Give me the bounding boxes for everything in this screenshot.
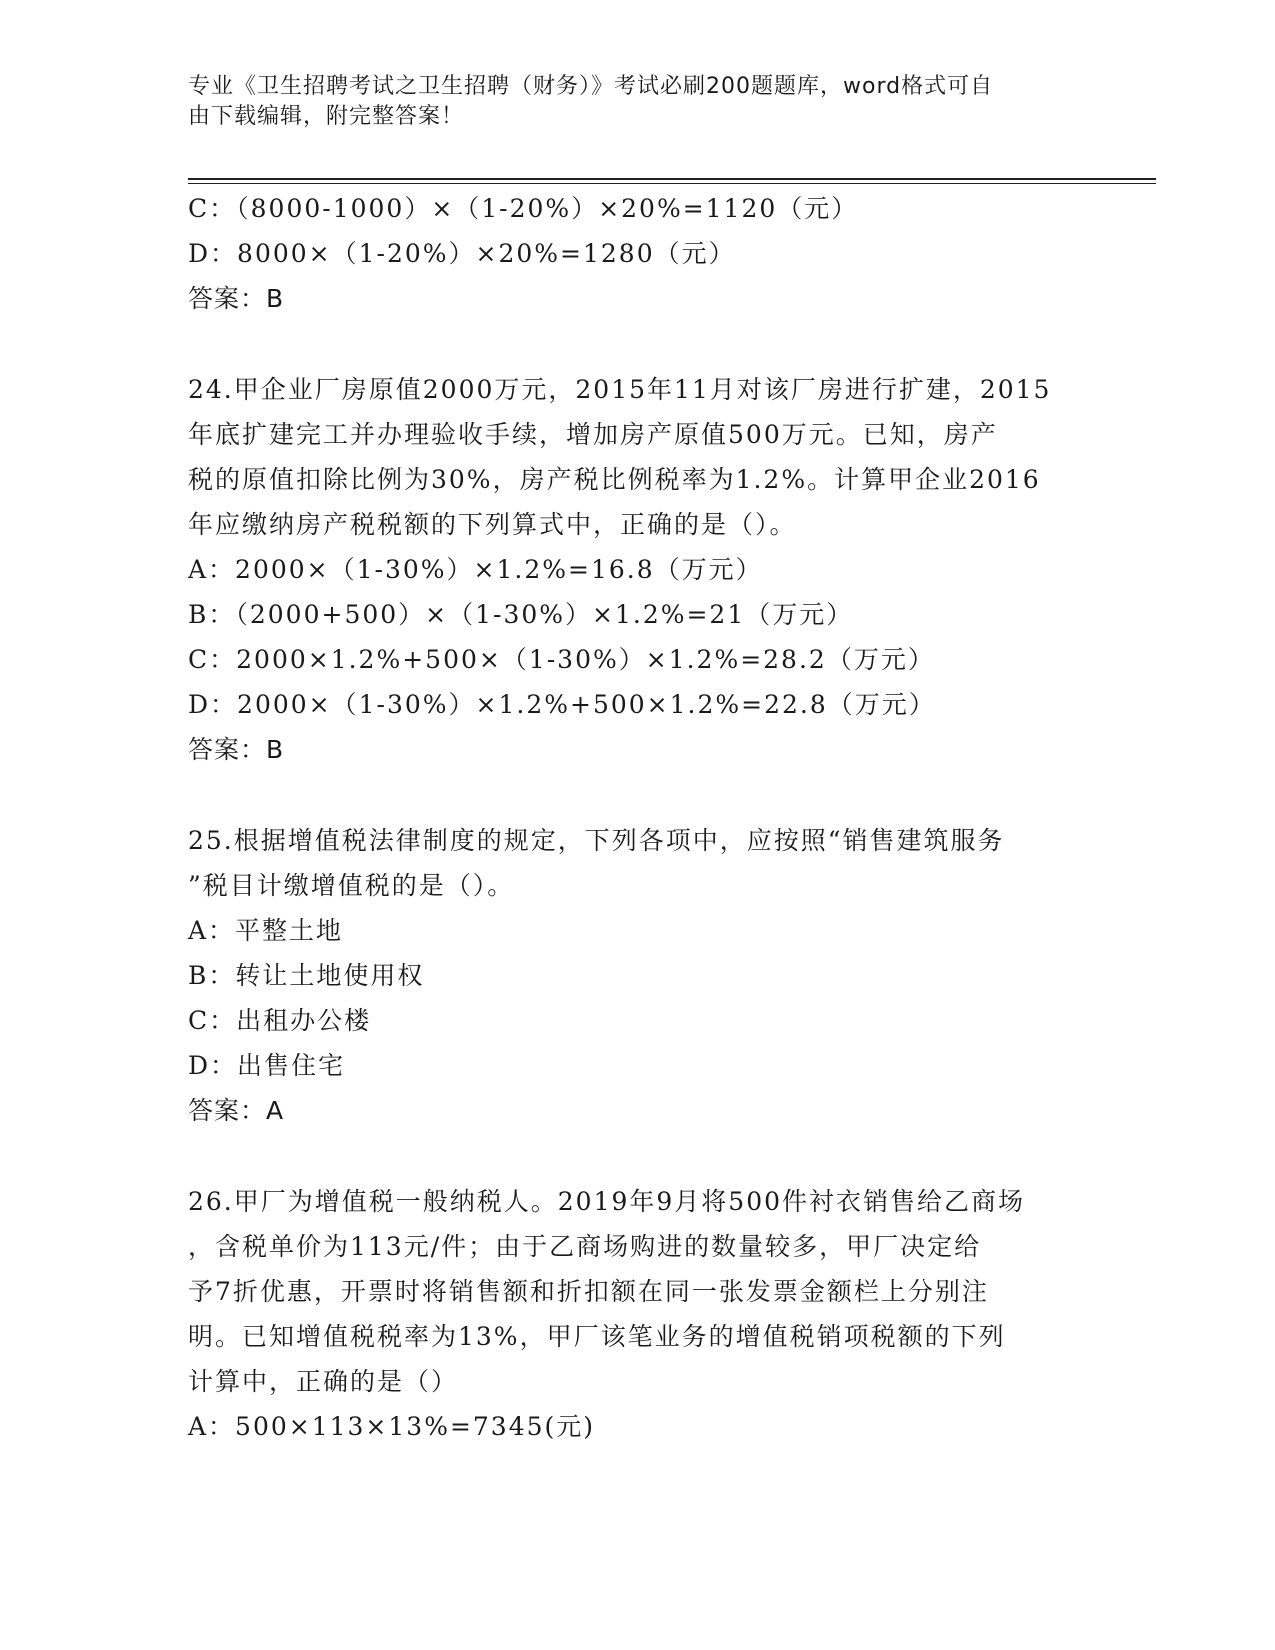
question-stem-line: ”税目计缴增值税的是（）。	[188, 871, 515, 900]
question-stem-line: 26.甲厂为增值税一般纳税人。2019年9月将500件衬衣销售给乙商场	[188, 1187, 1026, 1216]
header-line-1: 专业《卫生招聘考试之卫生招聘（财务）》考试必刷200题题库，word格式可自	[188, 74, 994, 99]
option-c: C：出租办公楼	[188, 1006, 372, 1035]
question-24	[188, 367, 1088, 772]
question-25	[188, 818, 1088, 1133]
answer-line: 答案：B	[188, 735, 285, 764]
answer-line: 答案：A	[188, 1096, 285, 1125]
question-stem-line: 计算中，正确的是（）	[188, 1367, 459, 1396]
spacer	[188, 772, 1088, 818]
spacer	[188, 1133, 1088, 1179]
spacer	[188, 321, 1088, 367]
option-a: A：500×113×13%=7345(元)	[188, 1412, 596, 1441]
question-stem-line: 25.根据增值税法律制度的规定，下列各项中，应按照“销售建筑服务	[188, 826, 1005, 855]
question-stem-line: 税的原值扣除比例为30%，房产税比例税率为1.2%。计算甲企业2016	[188, 465, 1041, 494]
question-stem-line: 予7折优惠，开票时将销售额和折扣额在同一张发票金额栏上分别注	[188, 1277, 989, 1306]
question-stem-line: 年底扩建完工并办理验收手续，增加房产原值500万元。已知，房产	[188, 420, 998, 449]
question-26	[188, 1179, 1088, 1449]
question-stem-line: ，含税单价为113元/件；由于乙商场购进的数量较多，甲厂决定给	[188, 1232, 982, 1261]
option-d: D：8000×（1-20%）×20%=1280（元）	[188, 239, 736, 268]
document-body	[188, 186, 1088, 1449]
option-a: A：2000×（1-30%）×1.2%=16.8（万元）	[188, 555, 763, 584]
question-stem-line: 24.甲企业厂房原值2000万元，2015年11月对该厂房进行扩建，2015	[188, 375, 1052, 404]
option-d: D：出售住宅	[188, 1051, 346, 1080]
answer-line: 答案：B	[188, 284, 285, 313]
header-line-2: 由下载编辑，附完整答案！	[188, 104, 465, 129]
option-a: A：平整土地	[188, 916, 344, 945]
option-b: B：（2000+500）×（1-30%）×1.2%=21（万元）	[188, 600, 854, 629]
header-divider-thin	[188, 183, 1156, 184]
option-c: C：（8000-1000）×（1-20%）×20%=1120（元）	[188, 194, 859, 223]
header-divider	[188, 178, 1156, 180]
option-c: C：2000×1.2%+500×（1-30%）×1.2%=28.2（万元）	[188, 645, 935, 674]
page-header	[188, 72, 1068, 132]
option-d: D：2000×（1-30%）×1.2%+500×1.2%=22.8（万元）	[188, 690, 936, 719]
question-stem-line: 明。已知增值税税率为13%，甲厂该笔业务的增值税销项税额的下列	[188, 1322, 1006, 1351]
question-stem-line: 年应缴纳房产税税额的下列算式中，正确的是（）。	[188, 510, 797, 539]
question-23-tail	[188, 186, 1088, 321]
option-b: B：转让土地使用权	[188, 961, 425, 990]
